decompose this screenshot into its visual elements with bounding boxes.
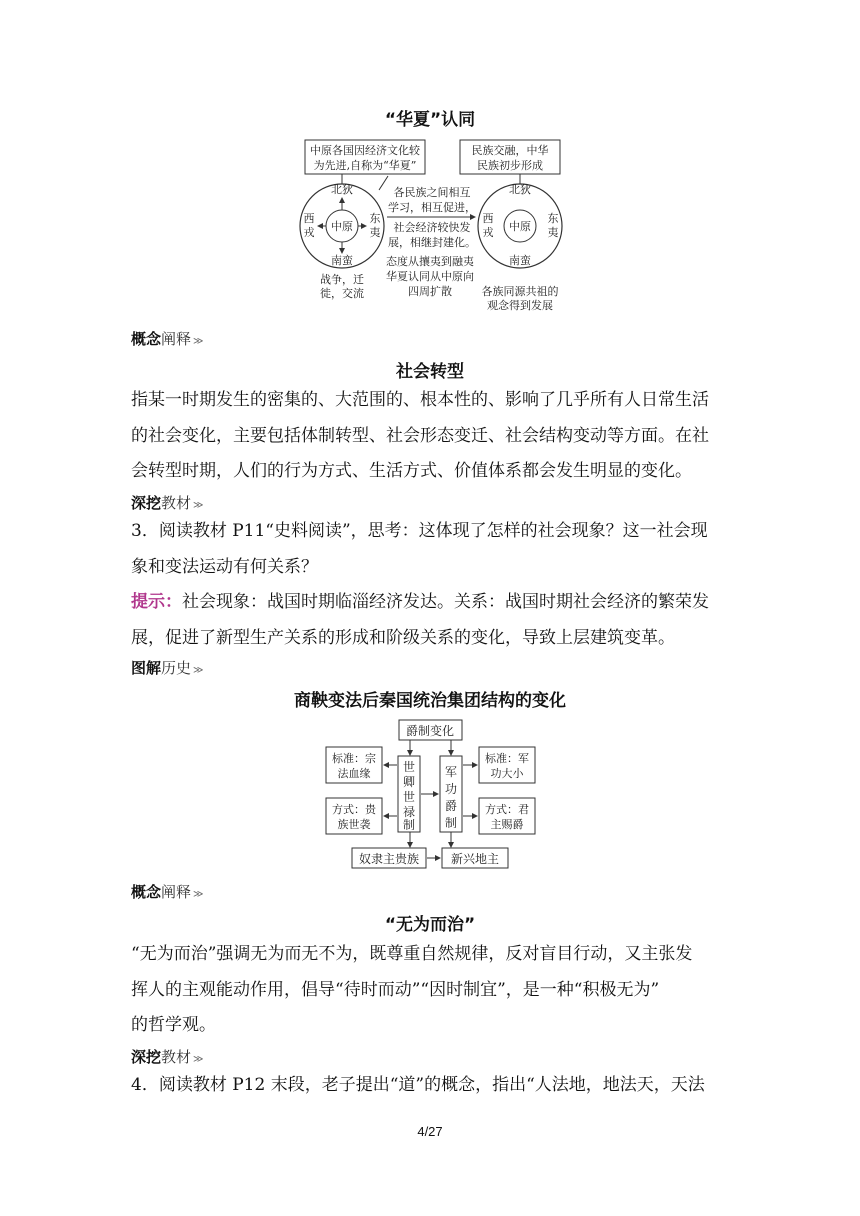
hint-line-2: 展，促进了新型生产关系的形成和阶级关系的变化，导致上层建筑变革。: [131, 627, 675, 648]
svg-text:族世袭: 族世袭: [337, 818, 371, 831]
section-label-rest: 教材: [161, 494, 192, 512]
concept2-line: 的哲学观。: [131, 1015, 216, 1035]
section-label-bold: 深挖: [131, 1048, 162, 1066]
huaxia-right-box-line1: 民族交融，中华: [471, 144, 549, 157]
huaxia-left-box-line1: 中原各国因经济文化较: [310, 144, 420, 157]
svg-text:标准：宗: 标准：宗: [332, 752, 376, 765]
svg-text:爵: 爵: [444, 799, 458, 813]
svg-text:功大小: 功大小: [490, 767, 524, 780]
concept1-line: 指某一时期发生的密集的、大范围的、根本性的、影响了几乎所有人日常生活: [131, 390, 709, 410]
huaxia-middle-4: 展，相继封建化。: [388, 236, 476, 249]
huaxia-left-east-2: 夷: [369, 226, 381, 239]
svg-text:主赐爵: 主赐爵: [490, 818, 524, 831]
huaxia-middle-3: 社会经济较快发: [393, 221, 471, 234]
svg-text:奴隶主贵族: 奴隶主贵族: [358, 852, 420, 866]
concept2-line: 挥人的主观能动作用，倡导“待时而动”“因时制宜”，是一种“积极无为”: [131, 979, 660, 1000]
section-label-bold: 概念: [131, 330, 162, 348]
page-number: 4/27: [417, 1124, 443, 1139]
huaxia-middle-1: 各民族之间相互: [393, 186, 471, 199]
huaxia-middle-bottom-2: 华夏认同从中原向: [386, 270, 474, 283]
section-label-concept-2: [131, 881, 204, 902]
svg-text:方式：君: 方式：君: [485, 803, 529, 816]
section-label-rest: 阐释: [161, 883, 192, 901]
section-label-concept: [131, 328, 204, 349]
hint-line-1: [131, 585, 735, 621]
section-label-textbook-2: [131, 1046, 204, 1067]
huaxia-right-east-1: 东: [547, 212, 559, 225]
huaxia-right-west-2: 戎: [482, 226, 494, 239]
svg-text:制: 制: [444, 816, 458, 830]
concept1-line: 会转型时期，人们的行为方式、生活方式、价值体系都会发生明显的变化。: [131, 461, 692, 481]
huaxia-left-center: 中原: [331, 220, 353, 233]
huaxia-right-caption-2: 观念得到发展: [487, 299, 553, 312]
huaxia-right-north: 北狄: [509, 183, 531, 196]
huaxia-middle-bottom-1: 态度从攘夷到融夷: [386, 255, 474, 268]
svg-text:新兴地主: 新兴地主: [450, 852, 500, 866]
question-3: [131, 514, 735, 656]
huaxia-left-box-line2: 为先进,自称为“华夏”: [313, 159, 417, 172]
huaxia-right-south: 南蛮: [509, 254, 531, 267]
question-3-line: 象和变法运动有何关系？: [131, 556, 318, 577]
huaxia-left-east-1: 东: [369, 212, 381, 225]
shangyang-title: 商鞅变法后秦国统治集团结构的变化: [294, 691, 566, 711]
huaxia-title: “华夏”认同: [384, 110, 476, 130]
hint-text-1: 社会现象：战国时期临淄经济发达。关系：战国时期社会经济的繁荣发: [182, 592, 709, 612]
huaxia-right-box-line2: 民族初步形成: [477, 159, 543, 172]
huaxia-left-west-2: 戎: [303, 226, 315, 239]
section-label-rest: 教材: [161, 1048, 192, 1066]
svg-text:世: 世: [402, 760, 416, 774]
svg-text:方式：贵: 方式：贵: [332, 803, 376, 816]
huaxia-diagram: [295, 136, 570, 316]
svg-text:禄: 禄: [402, 805, 416, 819]
svg-text:制: 制: [402, 818, 416, 832]
concept2-title: “无为而治”: [384, 915, 476, 935]
concept1-title: 社会转型: [396, 362, 464, 382]
svg-text:军: 军: [444, 765, 458, 779]
concept2-line: “无为而治”强调无为而无不为，既尊重自然规律，反对盲目行动，又主张发: [131, 944, 693, 964]
section-label-rest: 历史: [161, 659, 192, 677]
section-label-rest: 阐释: [161, 330, 192, 348]
huaxia-left-west-1: 西: [303, 212, 315, 225]
svg-text:功: 功: [444, 782, 458, 796]
chevron-down-icon: ≫: [193, 1054, 204, 1065]
huaxia-middle-bottom-3: 四周扩散: [408, 285, 452, 298]
chevron-down-icon: ≫: [193, 336, 204, 347]
section-label-bold: 概念: [131, 883, 162, 901]
concept2-text: [131, 937, 735, 1044]
chevron-down-icon: ≫: [193, 665, 204, 676]
question-4-line: 4．阅读教材 P12 末段，老子提出“道”的概念，指出“人法地，地法天，天法: [131, 1075, 705, 1095]
huaxia-left-north: 北狄: [331, 183, 353, 196]
concept1-line: 的社会变化，主要包括体制转型、社会形态变迁、社会结构变动等方面。在社: [131, 425, 709, 446]
huaxia-right-caption-1: 各族同源共祖的: [481, 285, 559, 298]
chevron-down-icon: ≫: [193, 500, 204, 511]
svg-text:法血缘: 法血缘: [337, 767, 371, 780]
huaxia-right-center: 中原: [509, 220, 531, 233]
question-4: [131, 1068, 735, 1104]
hint-label: 提示：: [131, 592, 182, 612]
svg-text:世: 世: [402, 790, 416, 804]
shangyang-diagram: [324, 716, 539, 871]
huaxia-left-caption-2: 徙，交流: [320, 287, 364, 300]
chevron-down-icon: ≫: [193, 889, 204, 900]
huaxia-left-south: 南蛮: [331, 254, 353, 267]
svg-text:卿: 卿: [402, 775, 416, 789]
section-label-bold: 深挖: [131, 494, 162, 512]
svg-text:标准：军: 标准：军: [485, 752, 529, 765]
section-label-bold: 图解: [131, 659, 162, 677]
concept1-text: [131, 383, 735, 490]
huaxia-right-west-1: 西: [482, 212, 494, 225]
huaxia-left-caption-1: 战争，迁: [320, 273, 364, 286]
huaxia-middle-2: 学习，相互促进，: [388, 201, 476, 214]
shangyang-top-text: 爵制变化: [405, 724, 455, 738]
section-label-diagram: [131, 657, 204, 678]
question-3-line: 3．阅读教材 P11“史料阅读”，思考：这体现了怎样的社会现象？这一社会现: [131, 521, 708, 541]
huaxia-right-east-2: 夷: [547, 226, 559, 239]
section-label-textbook: [131, 492, 204, 513]
